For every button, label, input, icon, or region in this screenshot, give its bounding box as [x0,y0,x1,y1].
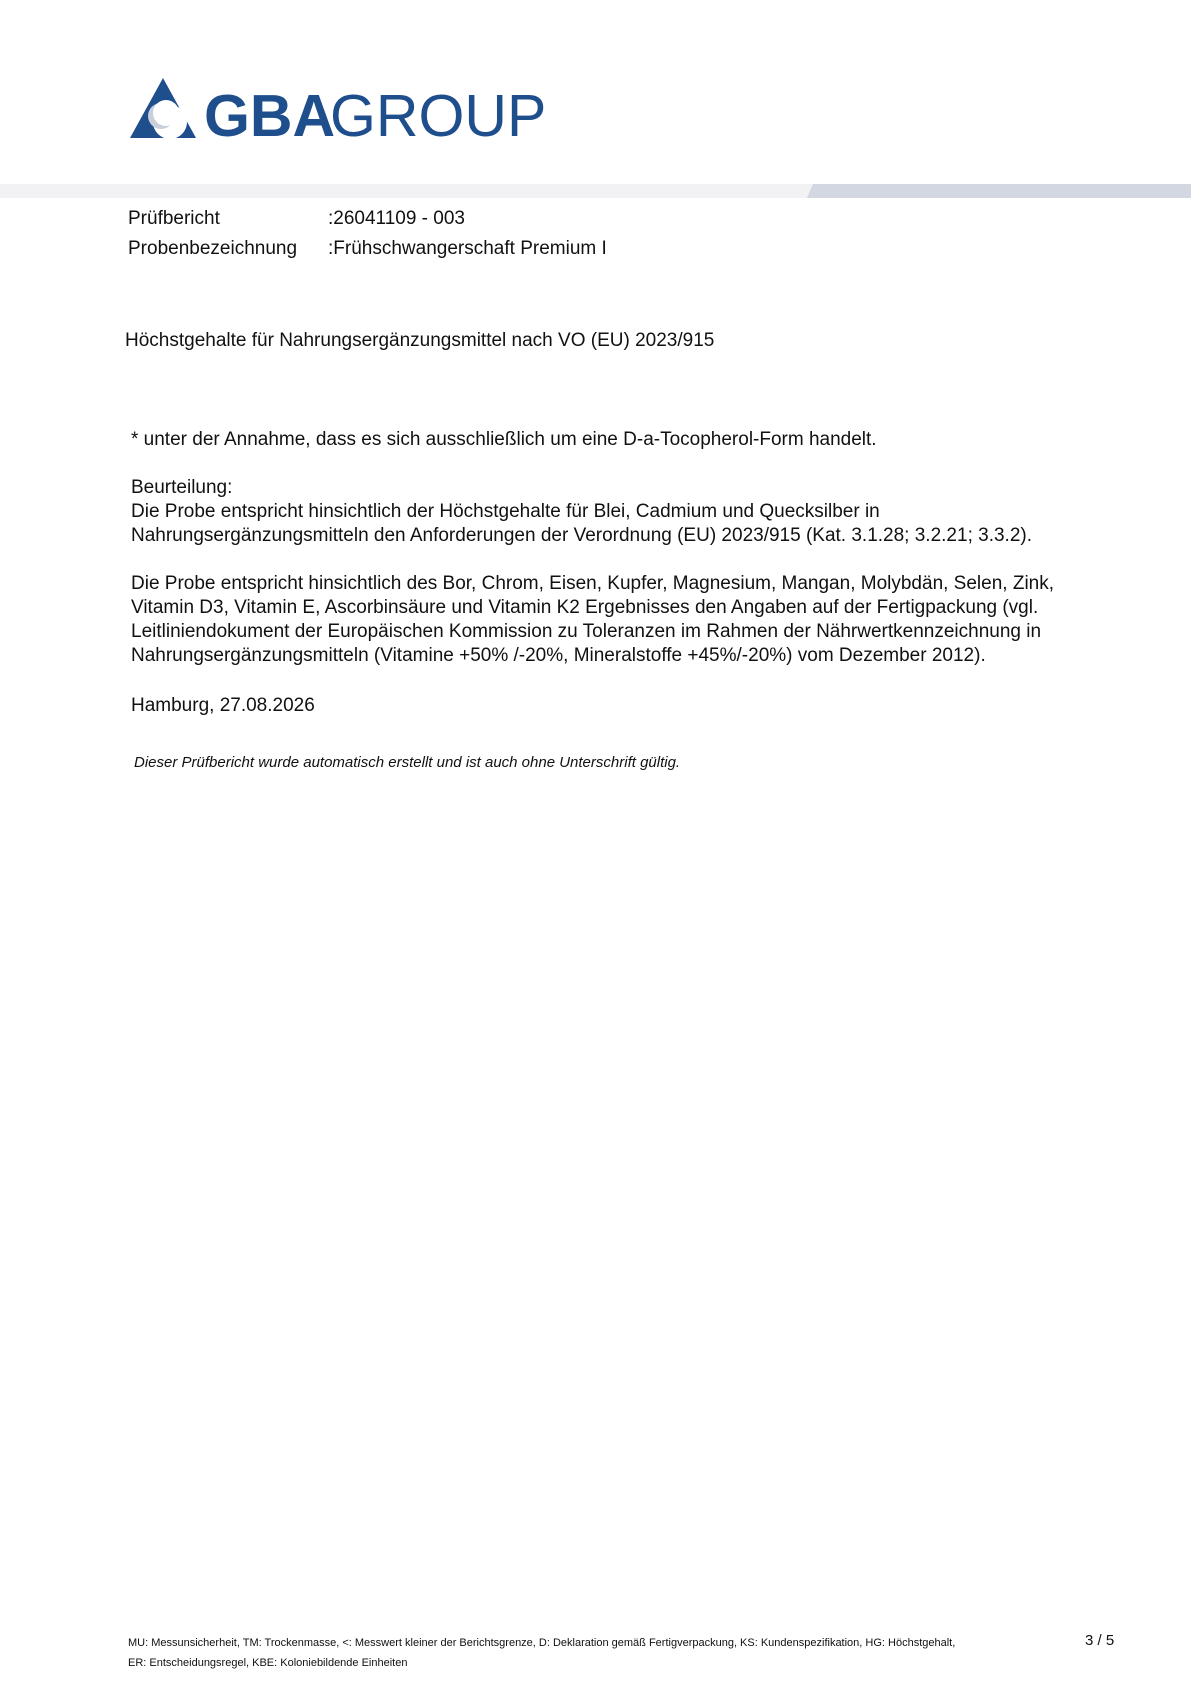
tocopherol-footnote: * unter der Annahme, dass es sich ausschließlich um eine D-a-Tocopherol-Form handelt. [131,429,877,450]
place-date: Hamburg, 27.08.2026 [131,695,315,716]
assessment-paragraph-1: Die Probe entspricht hinsichtlich der Höchstgehalte für Blei, Cadmium und Quecksilber in Nahrungsergänzungsmitteln den Anforderungen der Verordnung (EU) 2023/915 (Kat. 3.1.28; 3.2.21; 3.3.2). [131,501,1032,546]
sample-name-value: :Frühschwangerschaft Premium I [328,238,607,259]
gba-group-logo [130,72,560,144]
triangle-logo-icon [130,78,196,139]
logo-wordmark-bold: GBA [204,83,336,144]
logo-wordmark-light: GROUP [330,83,547,144]
footer-line-1: MU: Messunsicherheit, TM: Trockenmasse, <: Messwert kleiner der Berichtsgrenze, D: Deklaration gemäß Fertigverpackung, KS: Kundenspezifikation, HG: Höchstgehalt, [128,1637,956,1649]
sample-name-label: Probenbezeichnung [128,238,298,259]
page-number: 3 / 5 [1085,1632,1115,1649]
footer-abbreviations [128,1633,1008,1673]
auto-generated-note: Dieser Prüfbericht wurde automatisch erstellt und ist auch ohne Unterschrift gültig. [134,754,681,771]
report-number-label: Prüfbericht [128,208,220,229]
header-band [0,184,1191,198]
assessment-paragraph-2: Die Probe entspricht hinsichtlich des Bor, Chrom, Eisen, Kupfer, Magnesium, Mangan, Molybdän, Selen, Zink, Vitamin D3, Vitamin E, Ascorbinsäure und Vitamin K2 Ergebnisses den Angaben auf der Fertigpackung (vgl. Leitliniendokument der Europäischen Kommission zu Toleranzen im Rahmen der Nährwertkennzeichnung in Nahrungsergänzungsmitteln (Vitamine +50% /-20%, Mineralstoffe +45%/-20%) vom Dezember 2012). [131,573,1055,666]
section-subtitle: Höchstgehalte für Nahrungsergänzungsmittel nach VO (EU) 2023/915 [125,330,715,351]
report-number-value: :26041109 - 003 [328,208,465,229]
footer-line-2: ER: Entscheidungsregel, KBE: Koloniebildende Einheiten [128,1657,408,1669]
assessment-heading: Beurteilung: [131,477,233,498]
